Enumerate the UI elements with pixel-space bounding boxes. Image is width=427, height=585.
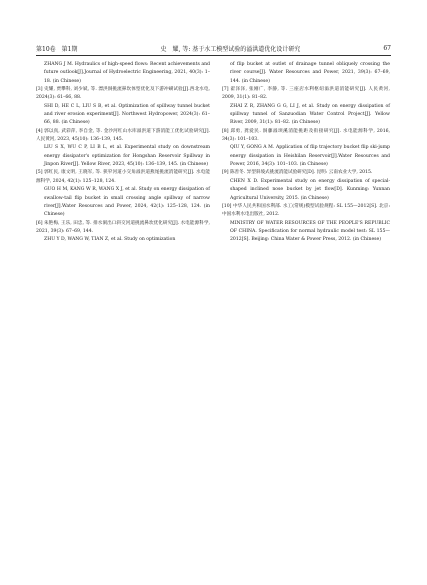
running-title: 史 耀, 等: 基于水工模型试验的溢洪道优化设计研究 (160, 45, 301, 53)
reference-entry: of flip bucket at outlet of drainage tunnel obliquely crossing the river course[J]. Water Resources and Power, 2021, 39(3): 67–69, 144. (in Chinese) (230, 62, 390, 84)
references-left-column (36, 61, 210, 245)
reference-entry: SHI D, HE C L, LIU S B, et al. Optimization of spillway tunnel bucket and river erosion experiment[J]. Northwest Hydropower, 2024(3): 61–66, 88. (in Chinese) (44, 103, 210, 126)
journal-issue: 第10卷 第1期 (36, 45, 78, 53)
reference-entry: [5] 郭红民, 康文明, 王晓军, 等. 狭窄河道小交角溢洪道燕尾挑流消能研究[J]. 水电能源科学, 2024, 42(1): 125–128, 124. (36, 170, 210, 184)
reference-entry: [8] 邱勇, 龚爱民. 洞藤溢坝溪消能挑距及衔接研究[J]. 水电能源科学, 2016, 34(3): 101–103. (222, 128, 390, 143)
reference-entry: [3] 史耀, 贾攀科, 刘少斌, 等. 漂洪洞挑流鼻坎体型优化及下游冲刷试验[J].西北水电, 2024(3): 61–66, 88. (36, 87, 210, 101)
reference-entry: ZHU Y D, WANG W, TIAN Z, et al. Study on optimization (44, 237, 176, 243)
reference-entry: [7] 翟泽泽, 张刚广, 李静, 等. 三座店水利枢纽溢洪道消能研究[J]. 人民黄河, 2009, 31(1): 81–82. (222, 87, 390, 101)
page-number: 67 (383, 44, 391, 52)
reference-entry: [9] 陈善冬. 异型斜坡式挑流消能试验研究[D]. 昆明: 云南农业大学, 2015. (222, 170, 373, 176)
reference-entry: [4] 郭以真, 武彩萍, 李自金, 等. 金沙河红山水库溢洪道下游消能工优化试验研究[J]. 人民黄河, 2023, 45(10): 136–139, 145. (36, 128, 210, 143)
reference-entry: LIU S X, WU C P, LI B L, et al. Experimental study on downstream energy dissipator's optimization for Hongshan Reservoir Spillway in Jinpon River[J]. Yellow River, 2023, 45(10): 136–139, 145. (in Chinese) (44, 145, 210, 168)
reference-entry: CHEN X D. Experimental study on energy dissipation of special-shaped inclined nose bucket by jet flow[D]. Kunming: Yunnan Agricultural University, 2015. (in Chinese) (230, 178, 390, 201)
running-header (36, 42, 391, 54)
reference-entry: [6] 朱艳梅, 王乐, 田忠, 等. 排水洞出口斜交河道挑流鼻坎优化研究[J]. 水电能源科学, 2021, 39(3): 67–69, 144. (36, 220, 210, 234)
reference-entry: ZHAI Z R, ZHANG G G, LI J, et al. Study on energy dissipation of spillway tunnel of Sanzuodian Water Control Project[J]. Yellow River, 2009, 31(1): 81–82. (in Chinese) (230, 103, 390, 126)
reference-entry: GUO H M, KANG W R, WANG X J, et al. Study on energy dissipation of swallow-tail flip bucket in small crossing angle spillway of narrow river[J].Water Resources and Power, 2024, 42(1): 125–128, 124. (in Chinese) (44, 187, 210, 218)
reference-entry: ZHANG J M. Hydraulics of high-speed flows: Recent achievements and future outlook[J].Journal of Hydroelectric Engineering, 2021, 40(3): 1–18. (in Chinese) (44, 62, 210, 84)
reference-entry: [10] 中华人民共和国水利部. 水工(常规)模型试验规程: SL 155—2012[S]. 北京: 中国水利水电出版社, 2012. (222, 203, 390, 218)
reference-entry: QIU Y, GONG A M. Application of flip trajectory bucket flip ski-jump energy dissipation in Heishilan Reservoir[J].Water Resources and Power, 2016, 34(3): 101–103. (in Chinese) (230, 145, 390, 168)
reference-entry: MINISTRY OF WATER RESOURCES OF THE PEOPLE'S REPUBLIC OF CHINA. Specification for normal hydraulic model test: SL 155—2012[S]. Beijing: China Water & Power Press, 2012. (in Chinese) (230, 220, 390, 243)
header-rule (36, 55, 391, 56)
references-right-column (222, 61, 390, 245)
